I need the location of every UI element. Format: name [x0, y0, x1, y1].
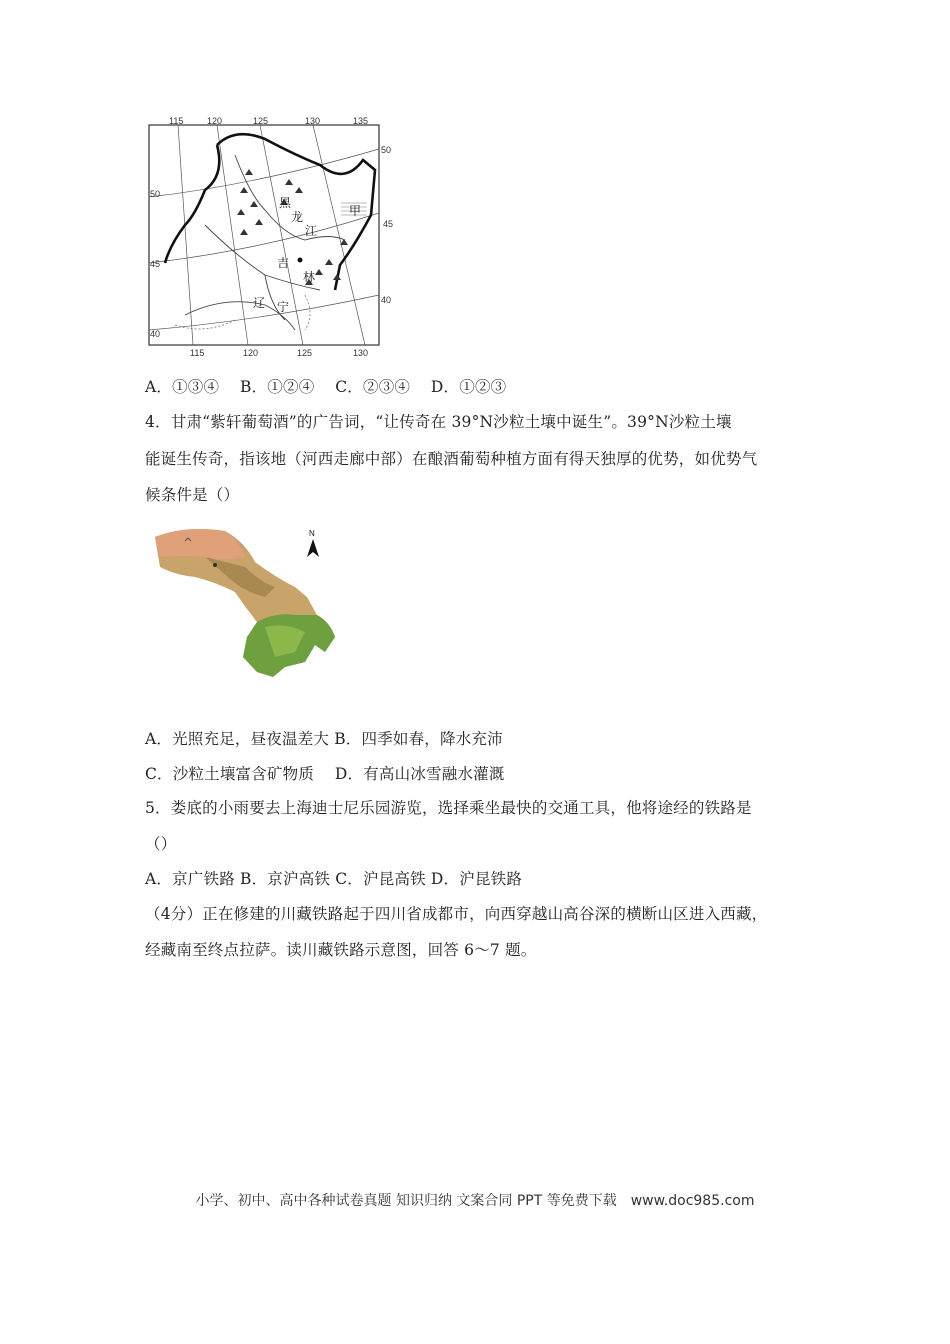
q4-text-line2: 能诞生传奇，指该地（河西走廊中部）在酿酒葡萄种植方面有得天独厚的优势，如优势气: [145, 450, 758, 468]
tick-left: 45: [150, 259, 161, 269]
q4-text-line1: 4．甘肃“紫轩葡萄酒”的广告词，“让传奇在 39°N沙粒土壤中诞生”。39°N沙粒土壤: [145, 413, 732, 431]
north-label: N: [309, 529, 315, 538]
tick-bottom: 120: [243, 348, 259, 358]
q3-options: A．①③④ B．①②④ C．②③④ D．①②③: [145, 378, 507, 396]
q4-text-line3: 候条件是（）: [145, 486, 240, 504]
q4-options-line2: C．沙粒土壤富含矿物质 D．有高山冰雪融水灌溉: [145, 765, 505, 783]
intro-line2: 经藏南至终点拉萨。读川藏铁路示意图，回答 6～7 题。: [145, 941, 537, 959]
tick-top: 115: [169, 116, 184, 126]
tick-top: 135: [353, 116, 369, 126]
tick-left: 40: [150, 329, 161, 339]
q5-text-line2: （）: [145, 835, 177, 853]
label-lin: 林: [303, 270, 316, 284]
intro-line1: （4分）正在修建的川藏铁路起于四川省成都市，向西穿越山高谷深的横断山区进入西藏，: [145, 905, 768, 923]
tick-right: 40: [381, 295, 392, 305]
label-jia: 甲: [349, 204, 362, 218]
q5-text-line1: 5．娄底的小雨要去上海迪士尼乐园游览，选择乘坐最快的交通工具，他将途经的铁路是: [145, 799, 752, 817]
q4-options-line1: A．光照充足，昼夜温差大 B．四季如春，降水充沛: [145, 730, 503, 748]
label-ji: 吉: [277, 256, 290, 270]
tick-top: 125: [253, 116, 269, 126]
tick-right: 45: [383, 219, 394, 229]
tick-top: 120: [207, 116, 223, 126]
tick-bottom: 115: [190, 348, 205, 358]
page-footer: 小学、初中、高中各种试卷真题 知识归纳 文案合同 PPT 等免费下载 www.doc985.com: [195, 1193, 755, 1209]
tick-bottom: 125: [297, 348, 313, 358]
label-jiang: 江: [305, 224, 318, 238]
northeast-china-map: [145, 115, 398, 360]
tick-top: 130: [305, 116, 321, 126]
label-long: 龙: [291, 210, 304, 224]
label-hei: 黑: [279, 196, 292, 210]
tick-right: 50: [381, 145, 392, 155]
label-ning: 宁: [277, 300, 290, 314]
q5-options: A．京广铁路 B．京沪高铁 C．沪昆高铁 D．沪昆铁路: [145, 870, 523, 888]
label-liao: 辽: [253, 296, 266, 310]
tick-bottom: 130: [353, 348, 369, 358]
gansu-map: [145, 517, 360, 687]
tick-left: 50: [150, 189, 161, 199]
